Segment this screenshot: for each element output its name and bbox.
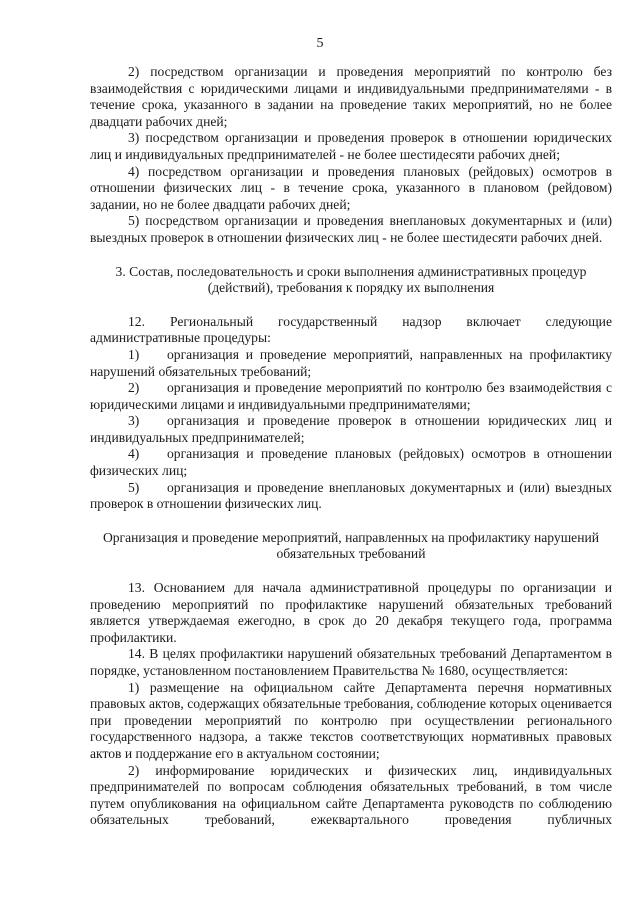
list-item-number: 1) bbox=[128, 346, 140, 362]
list-item bbox=[90, 380, 612, 413]
list-item-number: 3) bbox=[128, 413, 140, 429]
page-number: 5 bbox=[316, 36, 324, 51]
paragraph-14-sub-1: 1) размещение на официальном сайте Департамента перечня нормативных правовых актов, содержащих обязательные требования, соблюдение которых оценивается при проведении мероприятий по контролю при осуществлении регионального государственного надзора, а также текстов соответствующих нормативных правовых актов и поддержание его в актуальном состоянии; bbox=[90, 679, 612, 761]
paragraph-term-2: 2) посредством организации и проведения мероприятий по контролю без взаимодействия с юридическими лицами и индивидуальными предпринимателями - в течение срока, указанного в задании на проведение таких мероприятий, но не более двадцати рабочих дней; bbox=[90, 64, 612, 129]
section-3-heading-line-1: 3. Состав, последовательность и сроки выполнения административных процедур bbox=[115, 263, 587, 279]
prevention-heading-line-2: обязательных требований bbox=[276, 546, 426, 562]
list-item bbox=[90, 347, 612, 380]
list-item-text: организация и проведение внеплановых документарных и (или) выездных проверок в отношении физических лиц. bbox=[90, 479, 612, 512]
list-item-text: организация и проведение плановых (рейдовых) осмотров в отношении физических лиц; bbox=[90, 446, 612, 479]
list-item-text: организация и проведение мероприятий по контролю без взаимодействия с юридическими лицами и индивидуальными предпринимателями; bbox=[90, 380, 612, 412]
list-item-text: организация и проведение мероприятий, направленных на профилактику нарушений обязательных требований; bbox=[90, 346, 612, 379]
list-item-number: 2) bbox=[128, 380, 140, 396]
list-item-text: организация и проведение проверок в отношении юридических лиц и индивидуальных предпринимателей; bbox=[90, 413, 612, 445]
paragraph-13: 13. Основанием для начала административной процедуры по организации и проведению мероприятий по профилактике нарушений обязательных требований является утверждаемая ежегодно, в срок до 20 декабря текущего года, программа профилактики. bbox=[90, 580, 612, 645]
section-3-heading-line-2: (действий), требования к порядку их выполнения bbox=[207, 280, 495, 296]
paragraph-term-5: 5) посредством организации и проведения внеплановых документарных и (или) выездных проверок в отношении физических лиц - не более шестидесяти рабочих дней. bbox=[90, 213, 612, 245]
prevention-heading-line-1: Организация и проведение мероприятий, направленных на профилактику нарушений bbox=[102, 529, 600, 545]
paragraph-12-intro: 12. Региональный государственный надзор включает следующие административные процедуры: bbox=[90, 313, 612, 346]
paragraph-term-3: 3) посредством организации и проведения проверок в отношении юридических лиц и индивидуальных предпринимателей - не более шестидесяти рабочих дней; bbox=[90, 130, 612, 162]
list-item-number: 5) bbox=[128, 479, 140, 495]
paragraph-14-intro: 14. В целях профилактики нарушений обязательных требований Департаментом в порядке, установленном постановлением Правительства № 1680, осуществляется: bbox=[90, 646, 612, 678]
list-item-number: 4) bbox=[128, 446, 140, 462]
list-item bbox=[90, 413, 612, 446]
paragraph-14-sub-2: 2) информирование юридических и физических лиц, индивидуальных предпринимателей по вопросам соблюдения обязательных требований, в том числе путем опубликования на официальном сайте Департамента руководств по соблюдению обязательных требований, ежеквартального проведения публичных bbox=[90, 762, 612, 828]
document-body bbox=[90, 64, 612, 829]
paragraph-term-4: 4) посредством организации и проведения плановых (рейдовых) осмотров в отношении физических лиц - в течение срока, указанного в плановом (рейдовом) задании, но не более двадцати рабочих дней; bbox=[90, 163, 612, 212]
list-item bbox=[90, 480, 612, 513]
list-item bbox=[90, 446, 612, 479]
